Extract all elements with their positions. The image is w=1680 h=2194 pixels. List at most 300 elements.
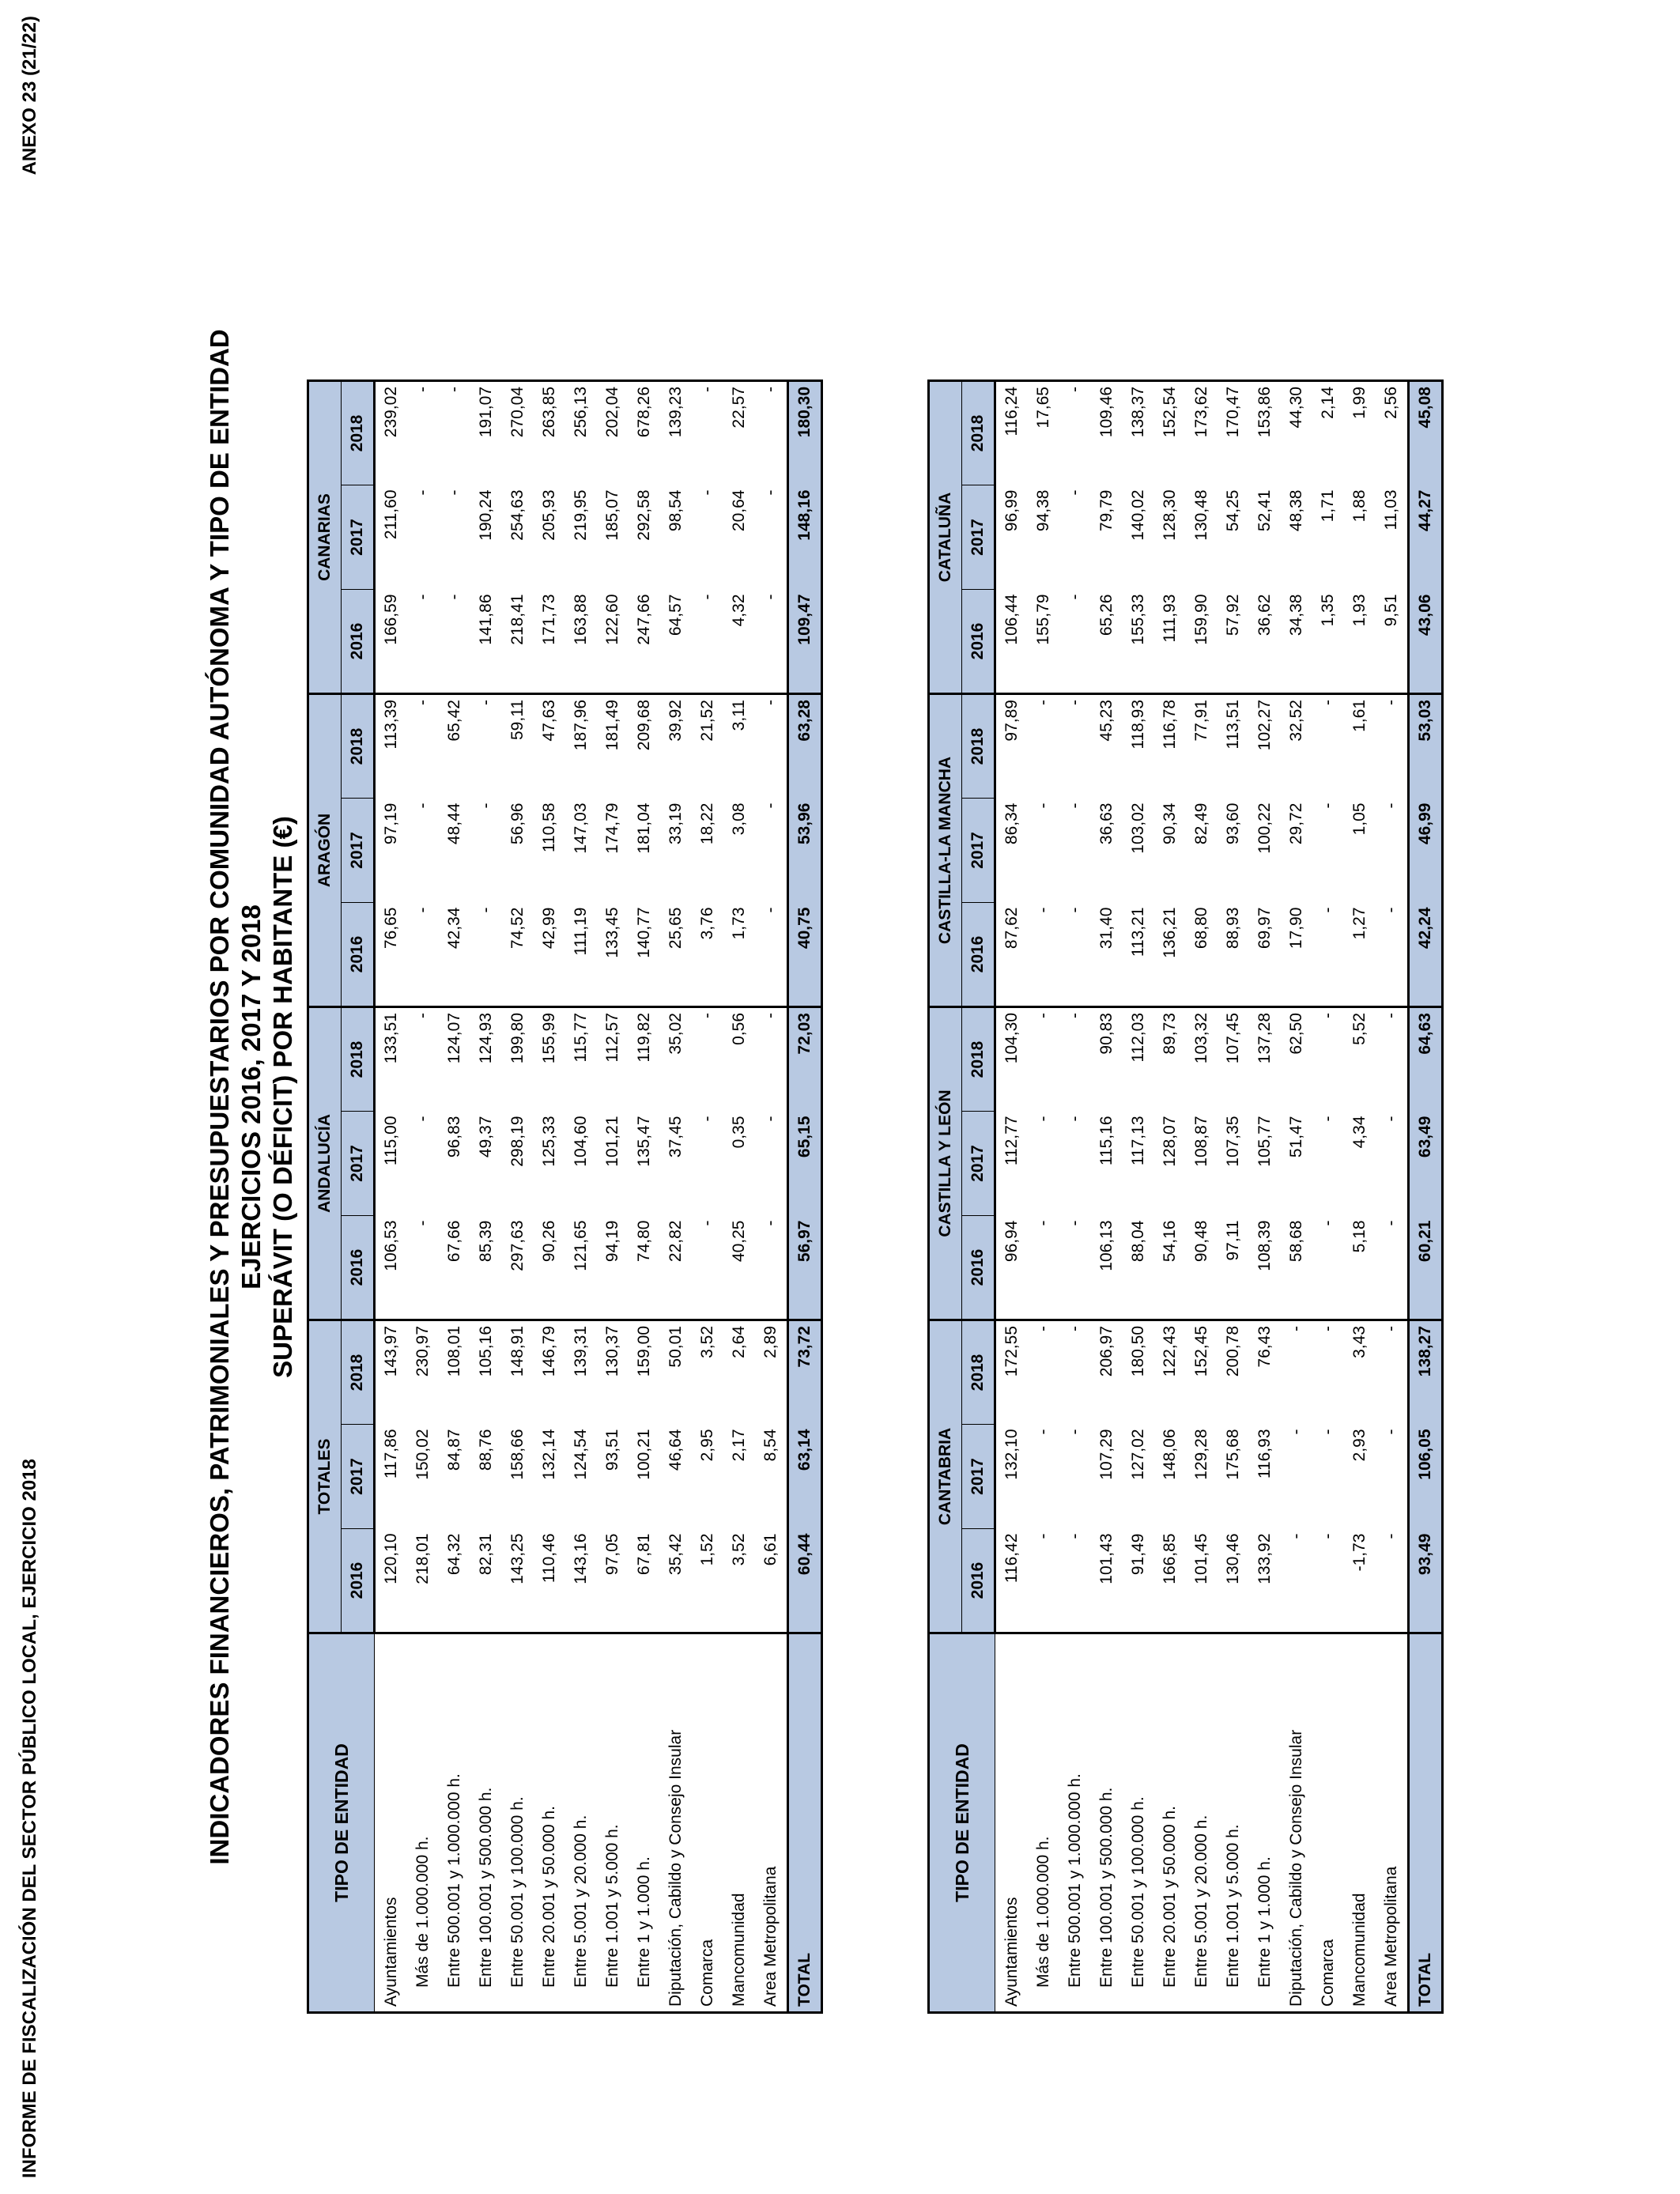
value-cell: 139,23	[660, 381, 692, 485]
value-cell: 46,99	[1409, 799, 1443, 903]
year-header: 2017	[342, 1425, 375, 1529]
region-header: CASTILLA-LA MANCHA	[929, 694, 962, 1007]
value-cell: -	[698, 594, 716, 600]
value-cell: 35,02	[660, 1007, 692, 1112]
value-cell: -	[1028, 694, 1059, 799]
value-cell: 256,13	[565, 381, 597, 485]
table-row	[723, 381, 755, 2013]
row-label: Comarca	[692, 1633, 723, 2013]
value-cell: -	[1028, 1007, 1059, 1112]
value-cell: 57,92	[1224, 594, 1242, 636]
value-cell: 44,27	[1409, 485, 1443, 590]
table-row	[1059, 381, 1091, 2013]
region-header: CANARIAS	[308, 381, 342, 694]
value-cell: 1,27	[1350, 907, 1369, 940]
value-cell: 133,51	[375, 1007, 408, 1112]
value-cell: 2,64	[723, 1320, 755, 1425]
region-header-row	[308, 381, 342, 2013]
value-cell: 2,56	[1376, 381, 1409, 485]
row-label: Entre 100.001 y 500.000 h.	[1091, 1633, 1123, 2013]
value-cell: 62,50	[1281, 1007, 1312, 1112]
value-cell: 107,29	[1097, 1429, 1116, 1480]
value-cell: 56,96	[508, 802, 527, 845]
value-cell: 128,07	[1161, 1116, 1179, 1167]
value-cell: -	[1034, 1429, 1052, 1435]
value-cell: 0,35	[730, 1116, 748, 1149]
value-cell: 85,39	[477, 1220, 495, 1263]
value-cell: 143,16	[572, 1533, 590, 1584]
value-cell: 25,65	[666, 907, 685, 950]
value-cell: 112,57	[597, 1007, 629, 1112]
value-cell: 2,93	[1350, 1429, 1369, 1462]
report-header: INFORME DE FISCALIZACIÓN DEL SECTOR PÚBLICO LOCAL, EJERCICIO 2018	[19, 1459, 40, 2178]
region-header: CASTILLA Y LEÓN	[929, 1007, 962, 1320]
value-cell: 218,01	[413, 1533, 432, 1584]
value-cell: 22,57	[723, 381, 755, 485]
value-cell: 3,52	[692, 1320, 723, 1425]
value-cell: -	[413, 802, 432, 809]
value-cell: 153,86	[1249, 381, 1281, 485]
value-cell: 138,27	[1409, 1320, 1443, 1425]
value-cell: 298,19	[508, 1116, 527, 1167]
row-label: Entre 100.001 y 500.000 h.	[470, 1633, 502, 2013]
value-cell: 132,10	[1002, 1429, 1021, 1480]
row-label: Ayuntamientos	[995, 1633, 1029, 2013]
value-cell: -	[755, 485, 788, 590]
value-cell: 219,95	[572, 489, 590, 541]
value-cell: 100,21	[635, 1429, 653, 1480]
value-cell: 1,88	[1350, 489, 1369, 523]
value-cell: 115,00	[382, 1116, 400, 1166]
years-subtitle: EJERCICIOS 2016, 2017 Y 2018	[236, 904, 266, 1290]
value-cell: 46,64	[666, 1429, 685, 1471]
value-cell: -	[1059, 1007, 1091, 1112]
value-cell: -	[1376, 1529, 1409, 1633]
value-cell: -	[1376, 1112, 1409, 1216]
value-cell: 93,51	[603, 1429, 621, 1471]
table-row	[692, 381, 723, 2013]
value-cell: 37,45	[666, 1116, 685, 1158]
value-cell: 18,22	[698, 802, 716, 845]
value-cell: 209,68	[629, 694, 660, 799]
value-cell: 88,76	[477, 1429, 495, 1471]
value-cell: 44,30	[1281, 381, 1312, 485]
value-cell: 93,60	[1224, 802, 1242, 845]
row-label: Entre 20.001 y 50.000 h.	[534, 1633, 565, 2013]
value-cell: -	[1066, 1533, 1084, 1539]
value-cell: 76,65	[382, 907, 400, 950]
value-cell: 76,43	[1249, 1320, 1281, 1425]
value-cell: 148,91	[502, 1320, 534, 1425]
value-cell: 33,19	[666, 802, 685, 845]
value-cell: 146,79	[534, 1320, 565, 1425]
value-cell: 36,62	[1255, 594, 1274, 636]
table-row	[565, 381, 597, 2013]
value-cell: 3,08	[730, 802, 748, 836]
value-cell: -	[1319, 802, 1337, 809]
table-row	[534, 381, 565, 2013]
value-cell: 143,25	[508, 1533, 527, 1584]
value-cell: 47,63	[534, 694, 565, 799]
value-cell: 48,38	[1287, 489, 1305, 532]
value-cell: 103,02	[1129, 802, 1147, 854]
value-cell: 124,07	[439, 1007, 470, 1112]
indicator-table-2	[927, 380, 1444, 2014]
year-header: 2016	[342, 1529, 375, 1633]
year-header: 2017	[962, 799, 995, 903]
value-cell: 82,49	[1192, 802, 1210, 845]
value-cell: 11,03	[1376, 485, 1409, 590]
value-cell: -	[1319, 1533, 1337, 1539]
main-title: INDICADORES FINANCIEROS, PATRIMONIALES Y PRESUPUESTARIOS POR COMUNIDAD AUTÓNOMA Y TIPO DE ENTIDAD	[205, 329, 234, 1865]
table-row	[1344, 381, 1376, 2013]
value-cell: 0,56	[723, 1007, 755, 1112]
value-cell: 35,42	[666, 1533, 685, 1576]
value-cell: 54,25	[1224, 489, 1242, 532]
value-cell: 29,72	[1287, 802, 1305, 845]
value-cell: 63,14	[788, 1425, 822, 1529]
value-cell: 108,87	[1192, 1116, 1210, 1167]
value-cell: 21,52	[692, 694, 723, 799]
value-cell: 117,13	[1129, 1116, 1147, 1166]
value-cell: 74,52	[508, 907, 527, 950]
indicator-subtitle: SUPERÁVIT (O DÉFICIT) POR HABITANTE (€)	[268, 816, 297, 1378]
table-row	[1091, 381, 1123, 2013]
value-cell: -	[1034, 1220, 1052, 1226]
value-cell: 65,15	[788, 1112, 822, 1216]
value-cell: 159,90	[1192, 594, 1210, 645]
value-cell: 239,02	[375, 381, 408, 485]
value-cell: 51,47	[1287, 1116, 1305, 1158]
value-cell: 202,04	[597, 381, 629, 485]
value-cell: 90,48	[1192, 1220, 1210, 1263]
value-cell: -	[1376, 799, 1409, 903]
row-label: Entre 5.001 y 20.000 h.	[1186, 1633, 1218, 2013]
row-label: Mancomunidad	[1344, 1633, 1376, 2013]
value-cell: -	[477, 802, 495, 809]
region-header: TOTALES	[308, 1320, 342, 1633]
value-cell: 180,30	[788, 381, 822, 485]
value-cell: -	[439, 381, 470, 485]
value-cell: 31,40	[1097, 907, 1116, 950]
value-cell: 36,63	[1097, 802, 1116, 845]
value-cell: -	[1066, 1220, 1084, 1226]
value-cell: 97,11	[1224, 1220, 1242, 1261]
value-cell: 40,75	[788, 903, 822, 1007]
row-label: Más de 1.000.000 h.	[1028, 1633, 1059, 2013]
value-cell: 181,04	[635, 802, 653, 854]
value-cell: -	[1281, 1320, 1312, 1425]
value-cell: 84,87	[445, 1429, 463, 1471]
value-cell: 90,26	[540, 1220, 558, 1263]
region-header-row	[929, 381, 962, 2013]
row-label: Entre 1 y 1.000 h.	[629, 1633, 660, 2013]
value-cell: 4,32	[730, 594, 748, 627]
value-cell: 106,44	[1002, 594, 1021, 645]
value-cell: 63,49	[1409, 1112, 1443, 1216]
value-cell: 230,97	[407, 1320, 439, 1425]
value-cell: 103,32	[1186, 1007, 1218, 1112]
value-cell: 94,38	[1034, 489, 1052, 532]
value-cell: -	[477, 907, 495, 913]
value-cell: -	[1376, 903, 1409, 1007]
value-cell: -	[1312, 1007, 1344, 1112]
value-cell: 5,18	[1350, 1220, 1369, 1253]
table-row	[439, 381, 470, 2013]
value-cell: 3,76	[698, 907, 716, 940]
value-cell: -	[1376, 1320, 1409, 1425]
value-cell: 2,95	[698, 1429, 716, 1462]
row-label: Entre 50.001 y 100.000 h.	[1123, 1633, 1154, 2013]
total-row	[1409, 381, 1443, 2013]
value-cell: 111,19	[572, 907, 590, 956]
value-cell: -	[1319, 1220, 1337, 1226]
value-cell: 147,03	[572, 802, 590, 854]
value-cell: 82,31	[477, 1533, 495, 1576]
value-cell: 163,88	[572, 594, 590, 645]
value-cell: 113,51	[1218, 694, 1249, 799]
row-label: Entre 1.001 y 5.000 h.	[1218, 1633, 1249, 2013]
value-cell: 63,28	[788, 694, 822, 799]
value-cell: 113,39	[375, 694, 408, 799]
row-label: Entre 1.001 y 5.000 h.	[597, 1633, 629, 2013]
row-label: Comarca	[1312, 1633, 1344, 2013]
value-cell: 113,21	[1129, 907, 1147, 957]
value-cell: -	[1034, 907, 1052, 913]
value-cell: -	[1376, 1216, 1409, 1320]
value-cell: 128,30	[1161, 489, 1179, 541]
value-cell: 107,45	[1218, 1007, 1249, 1112]
value-cell: -	[407, 381, 439, 485]
value-cell: 94,19	[603, 1220, 621, 1263]
value-cell: 93,49	[1409, 1529, 1443, 1633]
value-cell: 8,54	[755, 1425, 788, 1529]
value-cell: 152,54	[1154, 381, 1186, 485]
value-cell: -1,73	[1350, 1533, 1369, 1572]
value-cell: 60,21	[1409, 1216, 1443, 1320]
value-cell: -	[698, 1220, 716, 1226]
value-cell: -	[1066, 594, 1084, 600]
value-cell: 79,79	[1097, 489, 1116, 532]
year-header: 2016	[342, 1216, 375, 1320]
value-cell: 111,93	[1161, 594, 1179, 643]
value-cell: 155,33	[1129, 594, 1147, 645]
value-cell: 22,82	[666, 1220, 685, 1263]
value-cell: 112,77	[1002, 1116, 1021, 1166]
row-label: Diputación, Cabildo y Consejo Insular	[1281, 1633, 1312, 2013]
value-cell: 109,46	[1091, 381, 1123, 485]
value-cell: 129,28	[1192, 1429, 1210, 1480]
value-cell: -	[413, 1220, 432, 1226]
value-cell: 678,26	[629, 381, 660, 485]
value-cell: 108,01	[439, 1320, 470, 1425]
value-cell: -	[407, 694, 439, 799]
value-cell: 72,03	[788, 1007, 822, 1112]
value-cell: -	[445, 489, 463, 496]
value-cell: 42,34	[445, 907, 463, 950]
value-cell: -	[1066, 1116, 1084, 1122]
value-cell: 122,60	[603, 594, 621, 645]
value-cell: 133,92	[1255, 1533, 1274, 1584]
table-row	[375, 381, 408, 2013]
value-cell: 73,72	[788, 1320, 822, 1425]
value-cell: 89,73	[1154, 1007, 1186, 1112]
value-cell: 104,30	[995, 1007, 1029, 1112]
value-cell: -	[755, 694, 788, 799]
value-cell: 205,93	[540, 489, 558, 541]
value-cell: 53,96	[788, 799, 822, 903]
year-header: 2018	[962, 381, 995, 485]
value-cell: 9,51	[1376, 590, 1409, 694]
value-cell: 65,26	[1097, 594, 1116, 636]
value-cell: -	[470, 694, 502, 799]
row-label: Area Metropolitana	[755, 1633, 788, 2013]
value-cell: 116,78	[1154, 694, 1186, 799]
value-cell: 125,33	[540, 1116, 558, 1167]
value-cell: 65,42	[439, 694, 470, 799]
year-header: 2016	[962, 1216, 995, 1320]
value-cell: 88,93	[1224, 907, 1242, 950]
value-cell: 166,59	[382, 594, 400, 645]
year-header: 2017	[962, 1425, 995, 1529]
value-cell: -	[755, 1007, 788, 1112]
value-cell: 106,53	[382, 1220, 400, 1271]
value-cell: 104,60	[572, 1116, 590, 1167]
value-cell: 152,45	[1186, 1320, 1218, 1425]
value-cell: -	[1312, 1320, 1344, 1425]
value-cell: -	[755, 381, 788, 485]
value-cell: 171,73	[540, 594, 558, 645]
value-cell: 218,41	[508, 594, 527, 645]
value-cell: 56,97	[788, 1216, 822, 1320]
value-cell: 185,07	[603, 489, 621, 541]
value-cell: 91,49	[1129, 1533, 1147, 1576]
year-header: 2018	[962, 694, 995, 799]
value-cell: 1,99	[1344, 381, 1376, 485]
value-cell: 127,02	[1129, 1429, 1147, 1480]
value-cell: 297,63	[508, 1220, 527, 1271]
value-cell: 155,99	[534, 1007, 565, 1112]
total-row	[788, 381, 822, 2013]
year-header: 2017	[342, 799, 375, 903]
table-row	[1281, 381, 1312, 2013]
value-cell: 3,52	[730, 1533, 748, 1566]
value-cell: 64,63	[1409, 1007, 1443, 1112]
value-cell: 40,25	[730, 1220, 748, 1263]
value-cell: 173,62	[1186, 381, 1218, 485]
year-header: 2016	[962, 1529, 995, 1633]
row-label: Entre 5.001 y 20.000 h.	[565, 1633, 597, 2013]
value-cell: 90,83	[1091, 1007, 1123, 1112]
value-cell: -	[692, 381, 723, 485]
value-cell: 43,06	[1409, 590, 1443, 694]
value-cell: 263,85	[534, 381, 565, 485]
value-cell: 116,24	[995, 381, 1029, 485]
value-cell: 181,49	[597, 694, 629, 799]
value-cell: -	[1034, 1533, 1052, 1539]
row-label: Ayuntamientos	[375, 1633, 408, 2013]
value-cell: 68,80	[1192, 907, 1210, 950]
table-row	[1376, 381, 1409, 2013]
year-header: 2018	[962, 1320, 995, 1425]
value-cell: 166,85	[1161, 1533, 1179, 1584]
value-cell: -	[1376, 1007, 1409, 1112]
region-header: ARAGÓN	[308, 694, 342, 1007]
year-header: 2018	[342, 381, 375, 485]
row-label: Area Metropolitana	[1376, 1633, 1409, 2013]
year-header: 2018	[342, 1007, 375, 1112]
value-cell: 137,28	[1249, 1007, 1281, 1112]
table-row	[1154, 381, 1186, 2013]
tipo-entidad-header: TIPO DE ENTIDAD	[929, 1633, 995, 2013]
row-label: TOTAL	[788, 1633, 822, 2013]
value-cell: 1,93	[1350, 594, 1369, 627]
value-cell: -	[413, 594, 432, 600]
value-cell: 140,77	[635, 907, 653, 958]
value-cell: 105,77	[1255, 1116, 1274, 1167]
table-row	[755, 381, 788, 2013]
value-cell: 270,04	[502, 381, 534, 485]
value-cell: 118,93	[1123, 694, 1154, 799]
value-cell: 120,10	[382, 1533, 400, 1584]
value-cell: 105,16	[470, 1320, 502, 1425]
value-cell: 4,34	[1350, 1116, 1369, 1149]
value-cell: 101,43	[1097, 1533, 1116, 1584]
value-cell: 174,79	[603, 802, 621, 854]
value-cell: -	[1319, 907, 1337, 913]
table-row	[502, 381, 534, 2013]
value-cell: 45,08	[1409, 381, 1443, 485]
row-label: Mancomunidad	[723, 1633, 755, 2013]
value-cell: -	[1066, 802, 1084, 809]
year-header: 2017	[962, 1112, 995, 1216]
table-row	[995, 381, 1029, 2013]
table-row	[1218, 381, 1249, 2013]
value-cell: 1,05	[1350, 802, 1369, 836]
value-cell: 150,02	[413, 1429, 432, 1480]
value-cell: 54,16	[1161, 1220, 1179, 1263]
value-cell: 42,24	[1409, 903, 1443, 1007]
value-cell: 115,77	[565, 1007, 597, 1112]
table-row	[1123, 381, 1154, 2013]
value-cell: 45,23	[1091, 694, 1123, 799]
value-cell: -	[1319, 1116, 1337, 1122]
value-cell: -	[1034, 1116, 1052, 1122]
value-cell: 97,05	[603, 1533, 621, 1576]
value-cell: 34,38	[1287, 594, 1305, 636]
value-cell: 172,55	[995, 1320, 1029, 1425]
value-cell: 130,46	[1224, 1533, 1242, 1584]
value-cell: -	[1059, 1320, 1091, 1425]
value-cell: -	[1034, 802, 1052, 809]
year-header: 2016	[962, 590, 995, 694]
value-cell: 199,80	[502, 1007, 534, 1112]
row-label: Diputación, Cabildo y Consejo Insular	[660, 1633, 692, 2013]
value-cell: 119,82	[629, 1007, 660, 1112]
value-cell: 42,99	[540, 907, 558, 950]
year-header: 2017	[342, 485, 375, 590]
value-cell: 139,31	[565, 1320, 597, 1425]
value-cell: -	[755, 1216, 788, 1320]
value-cell: 107,35	[1224, 1116, 1242, 1167]
annex-label: ANEXO 23 (21/22)	[19, 16, 40, 176]
table-row	[1249, 381, 1281, 2013]
value-cell: 140,02	[1129, 489, 1147, 541]
row-label: Entre 20.001 y 50.000 h.	[1154, 1633, 1186, 2013]
year-header: 2016	[342, 903, 375, 1007]
row-label: Más de 1.000.000 h.	[407, 1633, 439, 2013]
value-cell: 109,47	[788, 590, 822, 694]
